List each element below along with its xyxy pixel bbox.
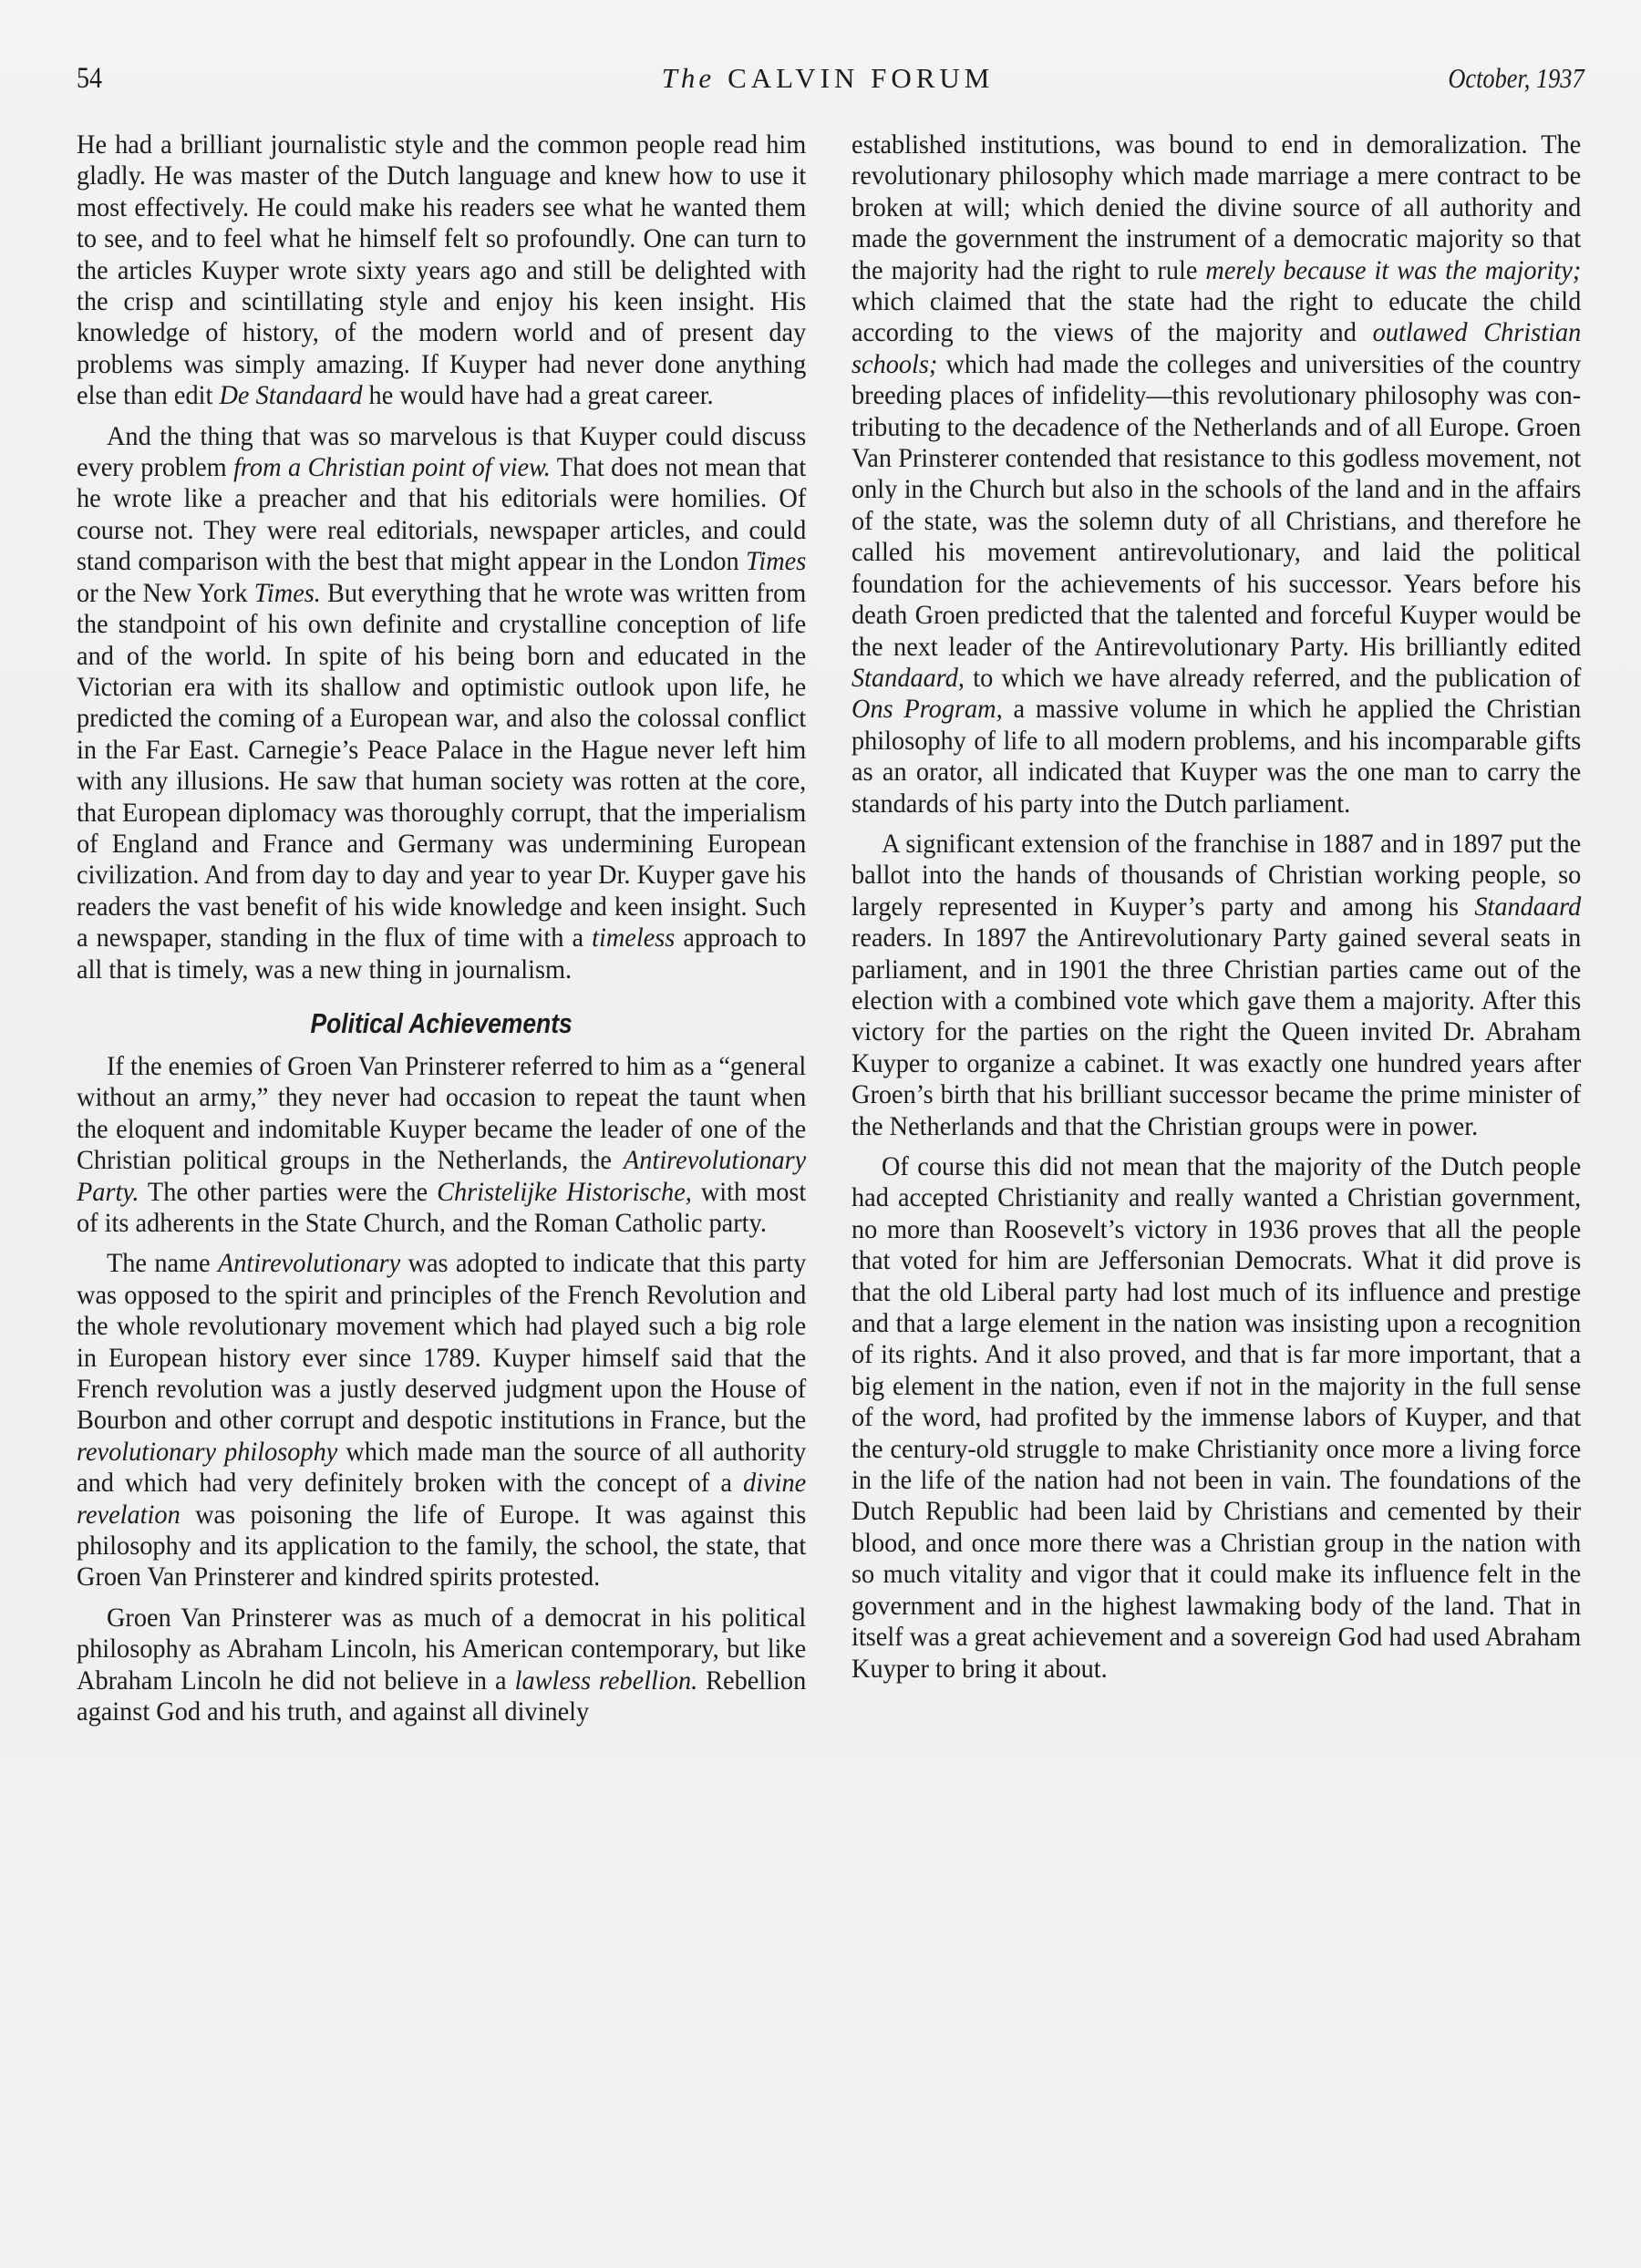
text-run: was adopted to indicate that this party was opposed to the spirit and principles of the French Revolution and the whole revolutionary movement which had played such a big role in European history ever since 1789. Kuyper himself said that the French revolution was a justly deserved judgment upon the House of Bourbon and other corrupt and despotic institutions in France, but the	[77, 1249, 807, 1436]
text-run: established institutions, was bound to end in demoralization. The revolutionary philosophy which made marriage a mere contract to be broken at will; which denied the divine source of all authority and made the government the instrument of a democratic majority so that the majority had the right to rule	[851, 130, 1582, 285]
left-column	[77, 129, 806, 1737]
right-column	[851, 129, 1581, 1694]
italic-text-run: outlawed Christian schools;	[851, 318, 1582, 379]
text-run: a massive volume in which he applied the Christian philosophy of life to all modern problems, and his incomparable gifts as an orator, all indicated that Kuyper was the one man to carry the standards of his party into the Dutch parliament.	[851, 695, 1582, 819]
italic-text-run: merely because it was the majority;	[1205, 255, 1582, 285]
text-run: approach to all that is timely, was a new thing in journalism.	[77, 923, 807, 985]
paragraph	[77, 1051, 806, 1239]
running-head	[71, 62, 1584, 108]
text-run: Of course this did not mean that the majority of the Dutch people had accepted Christianity and really wanted a Christian government, no more than Roosevelt’s victory in 1936 proves that all the people that voted for him are Jeffersonian Democrats. What it did prove is that the old Liberal party had lost much of its influence and prestige and that a large element in the nation was insisting upon a recognition of its rights. And it also proved, and that is far more important, that a big element in the nation, even if not in the majority in the full sense of the word, had profited by the immense labors of Kuyper, and that the century-old struggle to make Christianity once more a living force in the life of the nation had not been in vain. The foundations of the Dutch Republic had been laid by Christians and cemented by their blood, and once more there was a Christian group in the nation with so much vitality and vigor that it could make its influence felt in the government and in the highest lawmaking body of the land. That in itself was a great achievement and a sovereign God had used Abraham Kuyper to bring it about.	[851, 1152, 1582, 1684]
text-run: which claimed that the state had the right to educate the child according to the views of the majority and	[851, 287, 1582, 348]
text-run: A significant extension of the franchise in 1887 and in 1897 put the ballot into the hands of thousands of Christian working people, so largely represented in Kuyper’s party and among his	[851, 829, 1582, 922]
article-body	[77, 129, 1581, 2226]
italic-text-run: Ons Program,	[851, 695, 1003, 725]
text-run: If the enemies of Groen Van Prinsterer referred to him as a “general without an army,” they never had occasion to repeat the taunt when the eloquent and indomitable Kuyper became the leader of one of the Christian political groups in the Netherlands, the	[77, 1051, 807, 1176]
text-run: He had a brilliant journalistic style and the common people read him gladly. He was master of the Dutch language and knew how to use it most effectively. He could make his readers see what he wanted them to see, and to feel what he himself felt so profoundly. One can turn to the articles Kuyper wrote sixty years ago and still be delighted with the crisp and scintillating style and enjoy his keen insight. His knowledge of history, of the modern world and of present day problems was simply amazing. If Kuyper had never done anything else than edit	[77, 130, 807, 411]
italic-text-run: Antirevolutionary Party.	[77, 1146, 807, 1207]
italic-text-run: divine revelation	[77, 1469, 807, 1530]
text-run: was poisoning the life of Europe. It was against this philosophy and its application to the family, the school, the state, that Groen Van Prinsterer and kindred spirits protested.	[77, 1500, 807, 1593]
italic-text-run: Antirevolutionary	[217, 1249, 401, 1279]
italic-text-run: Standaard,	[851, 663, 965, 693]
italic-text-run: revolutionary philosophy	[77, 1437, 338, 1467]
issue-date: October, 1937	[1448, 62, 1584, 94]
italic-text-run: Christelijke Historische,	[437, 1177, 692, 1207]
text-run: Groen Van Prinsterer was as much of a democrat in his political philosophy as Abraham Lincoln, his American contemporary, but like Abraham Lincoln he did not believe in a	[77, 1603, 807, 1696]
text-run: That does not mean that he wrote like a preacher and that his editorials were homilies. Of course not. They were real editorials, newspaper articles, and could stand comparison with the best that might appear in the London	[77, 453, 807, 577]
text-run: with most of its adherents in the State Church, and the Roman Catholic party.	[77, 1177, 807, 1238]
italic-text-run: De Standaard	[219, 381, 363, 411]
italic-text-run: timeless	[592, 923, 676, 954]
text-run: which had made the colleges and universities of the country breeding places of infidelity—this revolutionary philosophy was contributing to the decadence of the Netherlands and of all Europe. Groen Van Prinsterer contended that resistance to this godless movement, not only in the Church but also in the schools of the land and in the affairs of the state, was the solemn duty of all Christians, and therefore he called his movement antirevolutionary, and laid the political foundation for the achievements of his successor. Years before his death Groen predicted that the talented and forceful Kuyper would be the next leader of the Antirevolutionary Party. His brilliantly edited	[851, 349, 1582, 662]
italic-text-run: lawless rebellion.	[514, 1665, 698, 1696]
text-run: or the New York	[77, 578, 254, 608]
italic-text-run: Times	[746, 547, 807, 577]
paragraph	[77, 129, 806, 412]
journal-title-name: CALVIN FORUM	[728, 62, 995, 94]
text-run: But everything that he wrote was written from the standpoint of his own definite and crystalline conception of life and of the world. In spite of his being born and educated in the Victorian era with its shallow and optimistic outlook upon life, he predicted the coming of a European war, and also the colossal conflict in the Far East. Carnegie’s Peace Palace in the Hague never left him with any illusions. He saw that human society was rotten at the core, that European diplomacy was thoroughly corrupt, that the imperialism of England and France and Germany was undermining European civilization. And from day to day and year to year Dr. Kuyper gave his readers the vast benefit of his wide knowledge and keen insight. Such a newspaper, standing in the flux of time with a	[77, 578, 807, 954]
section-heading: Political Achievements	[310, 1006, 573, 1039]
text-run: Rebellion against God and his truth, and against all divinely	[77, 1665, 807, 1727]
text-run: to which we have already referred, and the publication of	[965, 663, 1582, 693]
text-run: And the thing that was so marvelous is that Kuyper could discuss every problem	[77, 421, 807, 483]
paragraph	[851, 129, 1581, 820]
text-run: The other parties were the	[139, 1177, 438, 1207]
paragraph	[77, 1603, 806, 1728]
text-run: The name	[106, 1249, 218, 1279]
paragraph	[77, 1248, 806, 1593]
text-run: readers. In 1897 the Antirevolutionary Party gained several seats in parliament, and in 1901 the three Christian parties came out of the election with a combined vote which gave them a majority. After this victory for the parties on the right the Queen invited Dr. Abraham Kuyper to organize a cabinet. It was exactly one hundred years after Groen’s birth that his brilliant successor became the prime minister of the Netherlands and that the Christian groups were in power.	[851, 923, 1582, 1141]
page-number: 54	[77, 62, 103, 95]
text-run: he would have had a great career.	[362, 381, 714, 411]
text-run: which made man the source of all authority and which had very definitely broken with the concept of a	[77, 1437, 807, 1499]
paragraph	[77, 421, 806, 985]
paragraph	[851, 829, 1581, 1142]
italic-text-run: Times.	[253, 578, 321, 608]
journal-title	[71, 62, 1584, 95]
italic-text-run: Standaard	[1474, 892, 1582, 922]
italic-text-run: from a Christian point of view.	[233, 453, 551, 483]
paragraph	[851, 1151, 1581, 1685]
journal-title-article: The	[661, 62, 716, 94]
